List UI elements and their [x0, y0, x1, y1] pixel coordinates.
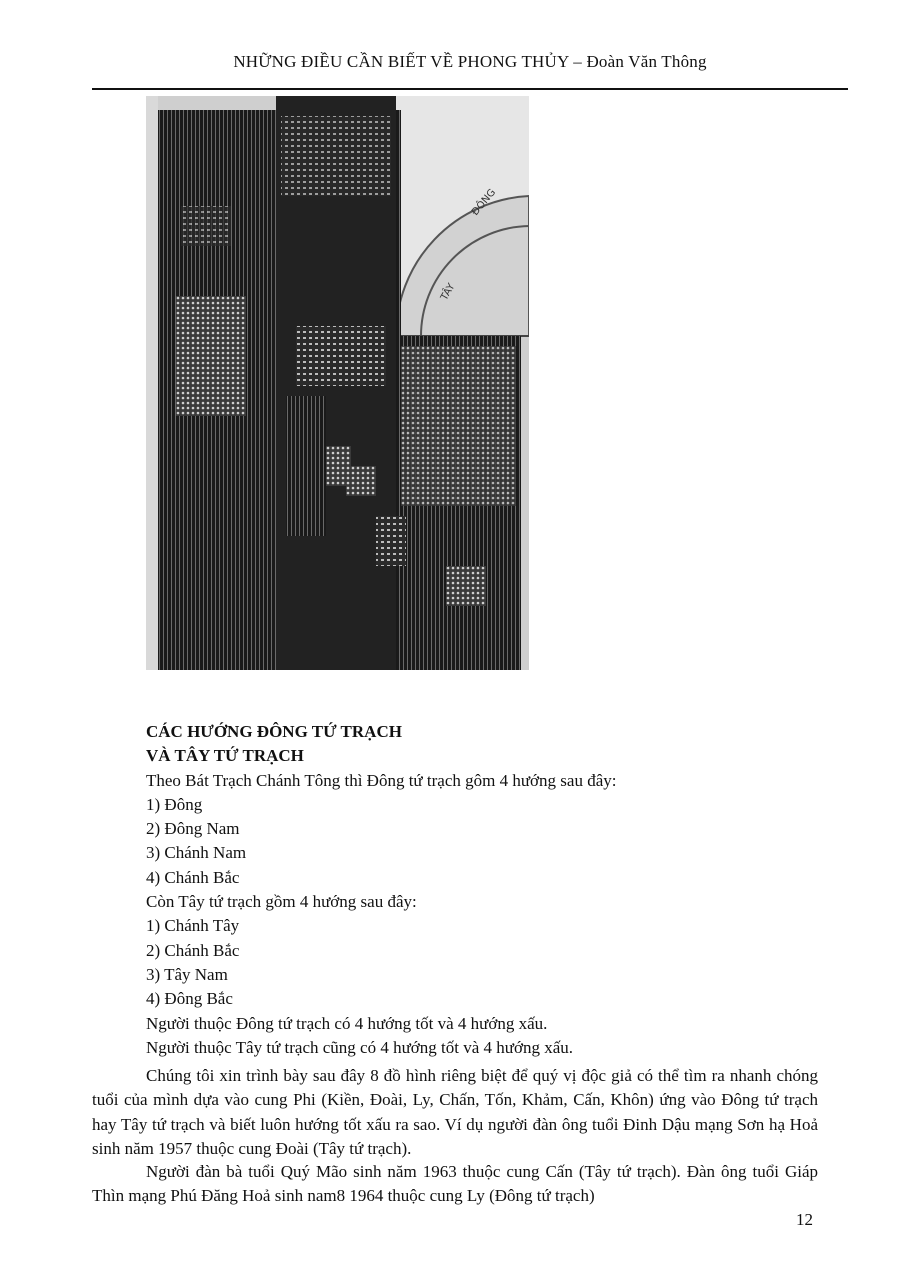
west-item: 1) Chánh Tây	[146, 916, 240, 936]
east-item: 3) Chánh Nam	[146, 843, 247, 863]
section-heading-line1: CÁC HƯỚNG ĐÔNG TỨ TRẠCH	[146, 722, 402, 741]
east-item: 1) Đông	[146, 794, 203, 814]
west-item: 3) Tây Nam	[146, 964, 228, 984]
west-item: 4) Đông Bắc	[146, 989, 233, 1009]
skyscraper-photo	[146, 96, 529, 670]
section-heading-line2: VÀ TÂY TỨ TRẠCH	[146, 746, 304, 766]
east-item: 2) Đông Nam	[146, 819, 240, 839]
page-header: NHỮNG ĐIỀU CẦN BIẾT VỀ PHONG THỦY – Đoàn Văn Thông	[233, 52, 707, 71]
paragraph-examples-continued: Người đàn bà tuổi Quý Mão sinh năm 1963 thuộc cung Cấn (Tây tứ trạch). Đàn ông tuổi Giáp Thìn mạng Phú Đăng Hoả sinh nam8 1964 thuộc cung Ly (Đông tứ trạch)	[92, 1162, 818, 1206]
west-intro: Còn Tây tứ trạch gồm 4 hướng sau đây:	[146, 892, 417, 912]
header-divider	[92, 88, 848, 90]
east-intro: Theo Bát Trạch Chánh Tông thì Đông tứ trạch gôm 4 hướng sau đây:	[146, 770, 617, 790]
skyscraper-photo-drawing	[146, 96, 529, 670]
east-item: 4) Chánh Bắc	[146, 867, 240, 887]
svg-text:TÂY: TÂY	[439, 281, 458, 303]
paragraph-examples: Chúng tôi xin trình bày sau đây 8 đồ hình riêng biệt để quý vị độc giả có thể tìm ra nhanh chóng tuổi của mình dựa vào cung Phi (Kiền, Đoài, Ly, Chấn, Tốn, Khảm, Cấn, Khôn) ứng vào Đông tứ trạch hay Tây tứ trạch và biết luôn hướng tốt xấu ra sao. Ví dụ người đàn ông tuổi Đinh Dậu mạng Sơn hạ Hoả sinh năm 1957 thuộc cung Đoài (Tây tứ trạch).	[92, 1066, 818, 1158]
section-content	[146, 720, 818, 1060]
page-number: 12	[796, 1210, 813, 1229]
svg-text:ĐÔNG: ĐÔNG	[469, 187, 499, 218]
west-item: 2) Chánh Bắc	[146, 940, 240, 960]
west-note: Người thuộc Tây tứ trạch cũng có 4 hướng tốt và 4 hướng xấu.	[146, 1037, 574, 1057]
east-note: Người thuộc Đông tứ trạch có 4 hướng tốt và 4 hướng xấu.	[146, 1013, 548, 1033]
